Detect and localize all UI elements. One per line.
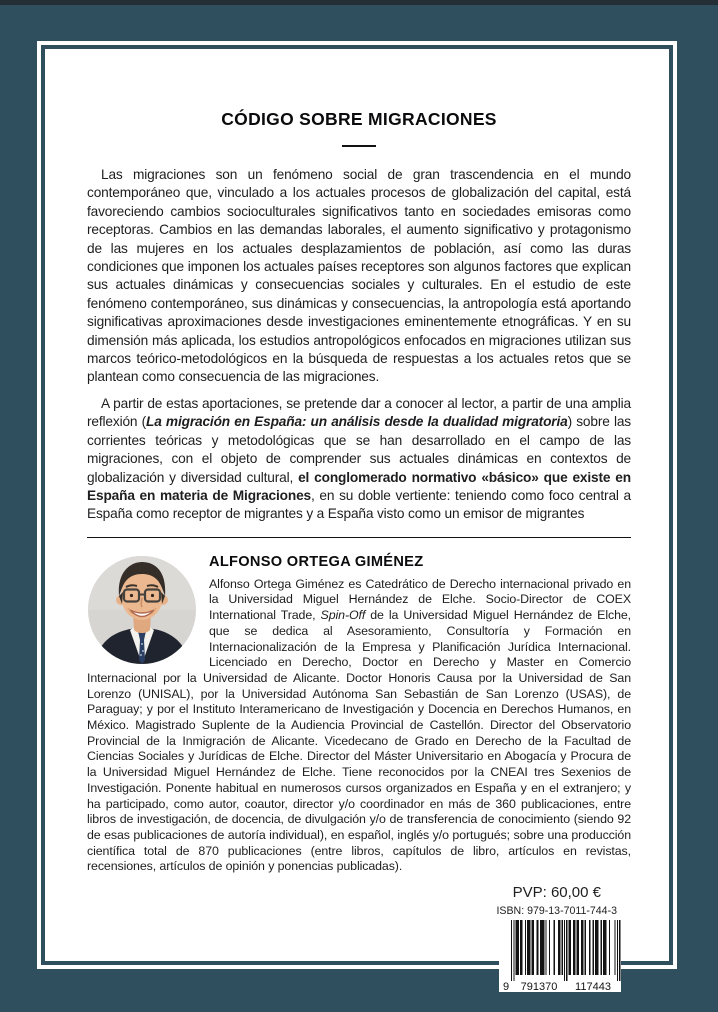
p2-bold-statement: el conglomerado normativo «básico» que existe en España en materia de Migraciones bbox=[87, 469, 631, 503]
synopsis-paragraph-2 bbox=[87, 395, 631, 524]
author-name: ALFONSO ORTEGA GIMÉNEZ bbox=[209, 553, 424, 570]
back-cover bbox=[41, 45, 673, 994]
bio-text-1: Alfonso Ortega Giménez es Catedrático de Derecho internacional privado en la Universidad Miguel Hernández de Elche. Socio-Director de COEX International Trade, bbox=[209, 576, 631, 623]
isbn-label: ISBN: 979-13-7011-744-3 bbox=[496, 905, 617, 918]
book-title: CÓDIGO SOBRE MIGRACIONES bbox=[221, 109, 497, 129]
author-section bbox=[87, 554, 631, 875]
top-dark-strip bbox=[0, 0, 718, 5]
author-section-divider bbox=[87, 537, 631, 538]
author-photo bbox=[88, 556, 196, 664]
bio-text-2: de la Universidad Miguel Hernández de Elche, que se dedica al Asesoramiento, Consultoría y Formación en Internacionalización de la Empresa y Planificación Jurídica Internacional. Licenciado en Derecho, Doctor en Derecho y Master en Comercio Internacional por la Universidad de Alicante. Doctor Honoris Causa por la Universidad de San Lorenzo (UNISAL), por la Universidad Autónoma San Sebastián de San Lorenzo (USAS), de Paraguay; y por el Instituto Interamericano de Investigación y Docencia en Derechos Humanos, en México. Magistrado Suplente de la Audiencia Provincial de Castellón. Director del Observatorio Provincial de la Inmigración de Alicante. Vicedecano de Grado en Derecho de la Facultad de Ciencias Sociales y Jurídicas de Elche. Director del Máster Universitario en Abogacía y Procura de la Universidad Miguel Hernández de Elche. Tiene reconocidos por la CNEAI tres Sexenios de Investigación. Ponente habitual en numerosos cursos organizados en España y en el extranjero; y ha participado, como autor, coautor, director y/o coordinador en más de 360 publicaciones, entre libros de investigación, de docencia, de divulgación y/o de transferencia de conocimiento (siendo 92 de esas publicaciones de autoría individual), en español, inglés y/o portugués; sobre una producción científica total de 870 publicaciones (entre libros, capítulos de libro, artículos en revistas, recensiones, artículos de opinión y ponencias publicadas). bbox=[87, 608, 631, 874]
cover-frame bbox=[37, 41, 677, 994]
author-portrait-illustration bbox=[88, 556, 196, 664]
barcode-group1-digits: 791370 bbox=[520, 981, 558, 994]
commercial-info bbox=[87, 884, 631, 992]
p2-text-1: A partir de estas aportaciones, se pretende dar a conocer al lector, a partir de una amplia reflexión ( bbox=[87, 395, 631, 430]
p2-text-3: , en su doble vertiente: teniendo como foco central a España como receptor de migrantes y a España visto como un emisor de migrantes bbox=[87, 487, 632, 522]
barcode-first-digit: 9 bbox=[503, 981, 510, 994]
p2-text-2: ) sobre las corrientes teóricas y metodológicas que se han desarrollado en el campo de las migraciones, con el objeto de comprender sus actuales dinámicas en contextos de globalización y diversidad cultural, bbox=[87, 414, 631, 485]
p2-book-reference: La migración en España: un análisis desde la dualidad migratoria bbox=[146, 414, 568, 430]
barcode-group2-digits: 117443 bbox=[575, 981, 611, 994]
title-divider bbox=[342, 145, 376, 147]
bio-spinoff-italic: Spin-Off bbox=[320, 608, 366, 623]
ean13-barcode bbox=[499, 920, 621, 992]
price-label: PVP: 60,00 € bbox=[512, 884, 601, 902]
synopsis-paragraph-1-text: Las migraciones son un fenómeno social de gran trascendencia en el mundo contemporáneo que, vinculado a los actuales procesos de globalización del capital, está favoreciendo cambios socioculturales significativos tanto en sociedades emisoras como receptoras. Cambios en las demandas laborales, el aumento significativo y protagonismo de las mujeres en los actuales desplazamientos de población, así como las duras condiciones que imponen los actuales países receptores son algunos factores que explican sus actuales dinámicas y consecuencias sociales y culturales. En el estudio de este fenómeno contemporáneo, sus dinámicas y consecuencias, la antropología está aportando significativas aproximaciones desde investigaciones eminentemente etnográficas. Y en su dimensión más aplicada, los estudios antropológicos enfocados en migraciones utilizan sus marcos teórico-metodológicos en la búsqueda de respuestas a los actuales retos que se plantean como consecuencia de las migraciones. bbox=[87, 167, 631, 385]
synopsis-paragraph-1 bbox=[87, 166, 631, 387]
